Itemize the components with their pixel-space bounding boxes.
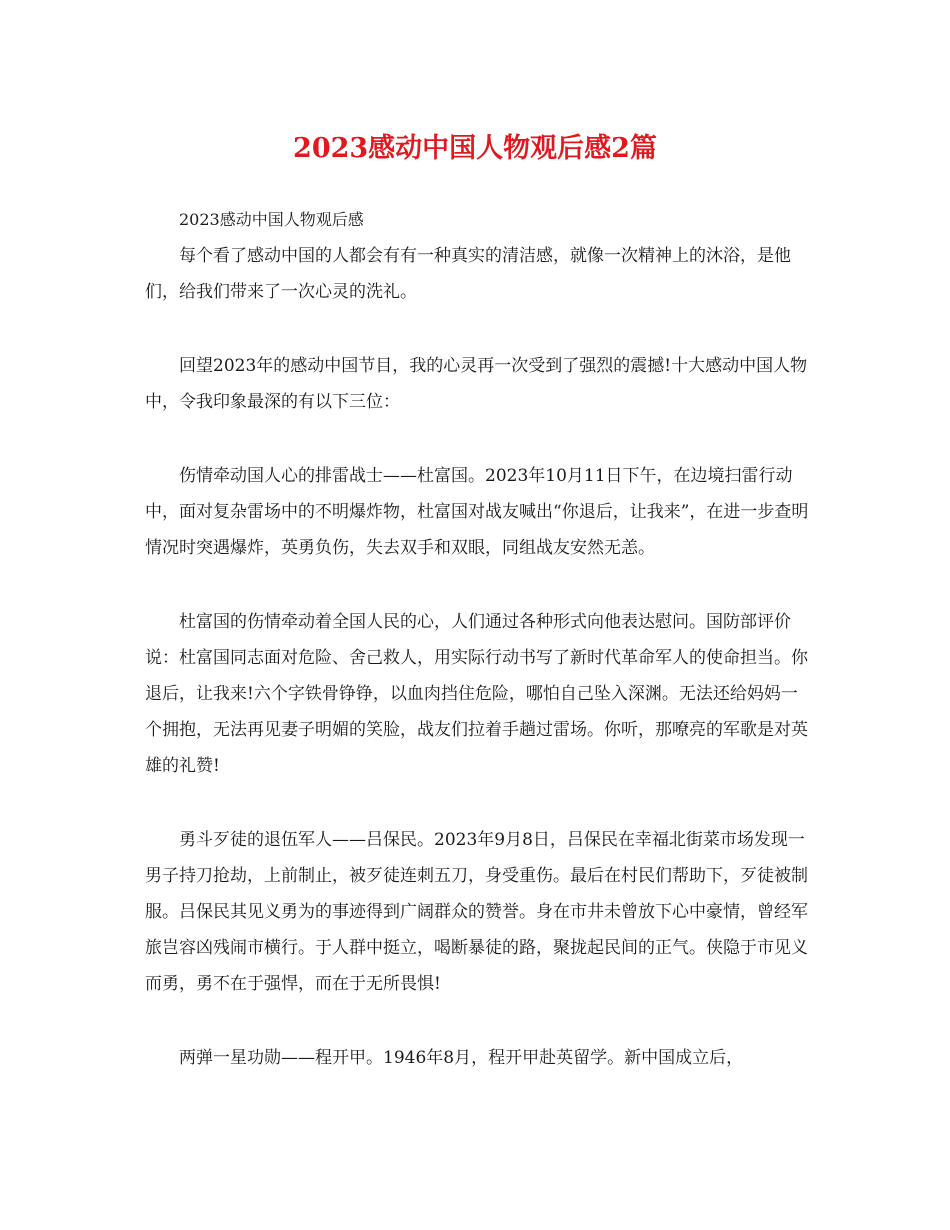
paragraph-du-fuguo: 伤情牵动国人心的排雷战士——杜富国。2023年10月11日下午，在边境扫雷行动中，面对复杂雷场中的不明爆炸物，杜富国对战友喊出“你退后，让我来”，在进一步查明情况时突遇爆炸，英勇负伤，失去双手和双眼，同组战友安然无恙。 <box>145 466 809 558</box>
paragraph-review: 回望2023年的感动中国节目，我的心灵再一次受到了强烈的震撼!十大感动中国人物中，令我印象最深的有以下三位： <box>145 356 808 412</box>
document-subtitle: 2023感动中国人物观后感 <box>179 210 364 229</box>
document-body <box>145 202 810 1076</box>
paragraph-du-fuguo-praise: 杜富国的伤情牵动着全国人民的心，人们通过各种形式向他表达慰问。国防部评价说：杜富国同志面对危险、舍己救人，用实际行动书写了新时代革命军人的使命担当。你退后，让我来!六个字铁骨铮铮，以血肉挡住危险，哪怕自己坠入深渊。无法还给妈妈一个拥抱，无法再见妻子明媚的笑脸，战友们拉着手趟过雷场。你听，那嘹亮的军歌是对英雄的礼赞! <box>145 612 808 776</box>
paragraph-intro: 每个看了感动中国的人都会有有一种真实的清洁感，就像一次精神上的沐浴，是他们，给我们带来了一次心灵的洗礼。 <box>145 246 791 302</box>
paragraph-cheng-kaijia: 两弹一星功勋——程开甲。1946年8月，程开甲赴英留学。新中国成立后， <box>179 1048 744 1068</box>
paragraph-lv-baomin: 勇斗歹徒的退伍军人——吕保民。2023年9月8日，吕保民在幸福北街菜市场发现一男子持刀抢劫，上前制止，被歹徒连刺五刀，身受重伤。最后在村民们帮助下，歹徒被制服。吕保民其见义勇为的事迹得到广阔群众的赞誉。身在市井未曾放下心中豪情，曾经军旅岂容凶残闹市横行。于人群中挺立，喝断暴徒的路，聚拢起民间的正气。侠隐于市见义而勇，勇不在于强悍，而在于无所畏惧! <box>145 830 808 994</box>
document-title: 2023感动中国人物观后感2篇 <box>293 133 657 164</box>
